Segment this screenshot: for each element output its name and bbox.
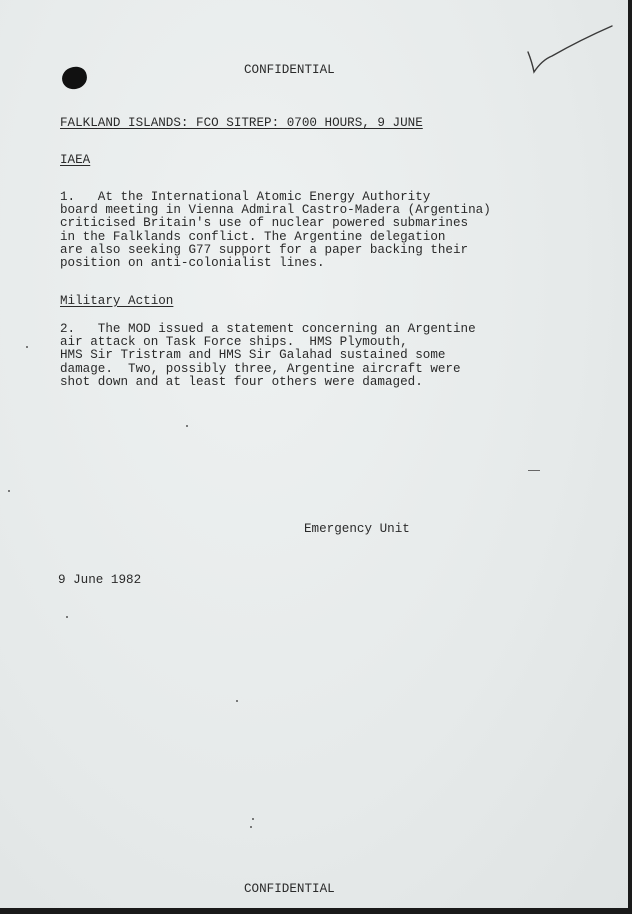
stray-mark bbox=[528, 470, 540, 471]
scan-edge-bottom bbox=[0, 908, 632, 914]
text-line: HMS Sir Tristram and HMS Sir Galahad sustained some bbox=[60, 348, 446, 363]
speck bbox=[250, 826, 252, 828]
signature-block: Emergency Unit bbox=[304, 522, 410, 536]
header-classification: CONFIDENTIAL bbox=[244, 63, 335, 77]
document-date: 9 June 1982 bbox=[58, 573, 142, 587]
speck bbox=[8, 490, 10, 492]
text-line: 1. At the International Atomic Energy Authority bbox=[60, 190, 431, 204]
paragraph-military-action bbox=[60, 323, 476, 389]
document-title: FALKLAND ISLANDS: FCO SITREP: 0700 HOURS, 9 JUNE bbox=[60, 116, 423, 130]
section-heading-military-action: Military Action bbox=[60, 294, 174, 308]
text-line: in the Falklands conflict. The Argentine delegation bbox=[60, 229, 446, 244]
text-line: criticised Britain's use of nuclear powered submarines bbox=[60, 216, 469, 231]
speck bbox=[26, 346, 28, 348]
text-line: are also seeking G77 support for a paper backing their bbox=[60, 242, 469, 257]
text-line: damage. Two, possibly three, Argentine aircraft were bbox=[60, 361, 461, 376]
text-line: air attack on Task Force ships. HMS Plymouth, bbox=[60, 335, 408, 350]
speck bbox=[252, 818, 254, 820]
text-line: board meeting in Vienna Admiral Castro-Madera (Argentina) bbox=[60, 203, 491, 218]
speck bbox=[66, 616, 68, 618]
checkmark-annotation bbox=[520, 22, 620, 82]
text-line: position on anti-colonialist lines. bbox=[60, 256, 325, 271]
scan-edge-right bbox=[628, 0, 632, 914]
text-line: shot down and at least four others were damaged. bbox=[60, 374, 423, 389]
text-line: 2. The MOD issued a statement concerning an Argentine bbox=[60, 322, 476, 336]
speck bbox=[236, 700, 238, 702]
paragraph-iaea bbox=[60, 191, 491, 270]
footer-classification: CONFIDENTIAL bbox=[244, 882, 335, 896]
speck bbox=[186, 425, 188, 427]
punch-hole bbox=[60, 65, 89, 92]
section-heading-iaea: IAEA bbox=[60, 153, 91, 167]
